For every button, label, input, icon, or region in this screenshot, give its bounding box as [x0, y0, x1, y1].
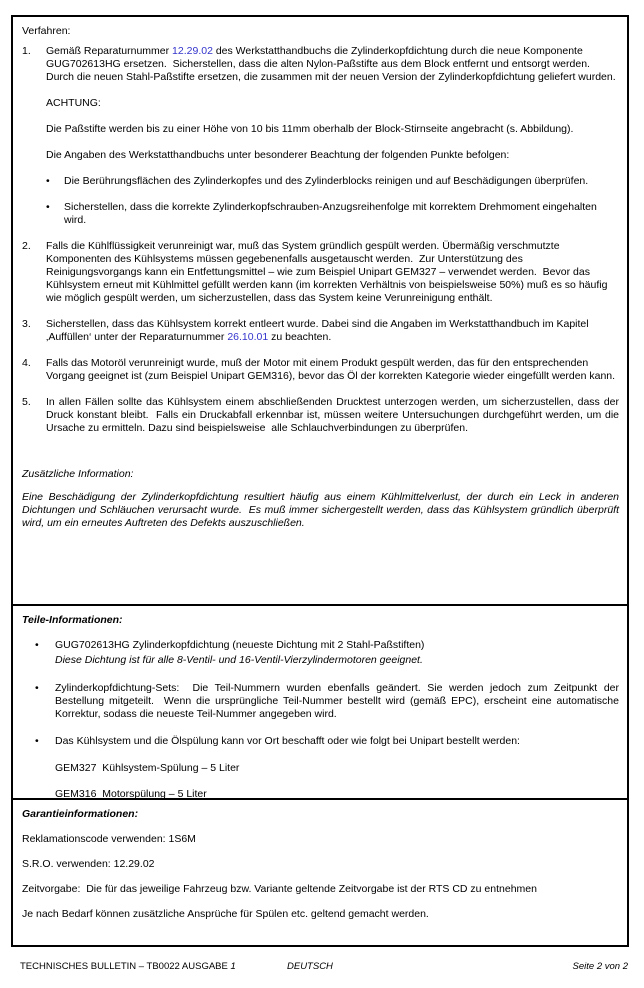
step-3-text-pre: Sicherstellen, dass das Kühlsystem korrekt entleert wurde. Dabei sind die Angaben im Werkstatthandbuch im Kapitel ‚Auffüllen‘ unter der Reparaturnummer — [46, 318, 592, 343]
step-1-text-post: des Werkstatthandbuchs die Zylinderkopfdichtung durch die neue Komponente GUG702613HG ersetzen. Sicherstellen, dass die alten Nylon-Paßstifte aus dem Block entfernt und entsorgt werden. Durch die neuen Stahl-Paßstifte ersetzen, die zusammen mit der neuen Version der Zylinderkopfdichtung geliefert wurden. — [46, 45, 616, 83]
manual-follow-text: Die Angaben des Werkstatthandbuchs unter besonderer Beachtung der folgenden Punkte befolgen: — [46, 149, 510, 161]
warranty-time-allowance: Zeitvorgabe: Die für das jeweilige Fahrzeug bzw. Variante geltende Zeitvorgabe ist der RTS CD zu entnehmen — [22, 883, 537, 895]
footer-bulletin-label: TECHNISCHES BULLETIN – TB0022 AUSGABE — [20, 961, 231, 972]
caution-text: Die Paßstifte werden bis zu einer Höhe von 10 bis 11mm oberhalb der Block-Stirnseite angebracht (s. Abbildung). — [46, 123, 574, 135]
step-1-bullet-2 — [46, 201, 619, 227]
step-4-paragraph: Falls das Motoröl verunreinigt wurde, muß der Motor mit einem Produkt gespült werden, das für den entsprechenden Vorgang geeignet ist (zum Beispiel Unipart GEM316), bevor das Öl der korrekten Kategorie wieder eingefüllt werden kann. — [46, 357, 616, 382]
procedure-step-3 — [22, 318, 619, 357]
parts-bullet-2-text: Zylinderkopfdichtung-Sets: Die Teil-Nummern wurden ebenfalls geändert. Sie werden jedoch zum Zeitpunkt der Bestellung mitgeteilt. Wenn die ursprüngliche Teil-Nummer bestellt wird (gemäß EPC), erscheint eine automatische Korrektur, sodass die neueste Teil-Nummer angegeben wird. — [55, 682, 622, 720]
bullet-icon: • — [35, 735, 39, 747]
additional-info-text: Eine Beschädigung der Zylinderkopfdichtung resultiert häufig aus einem Kühlmittelverlust, der durch ein Leck in anderen Dichtungen und Schläuchen verursacht wurde. Es muß immer sichergestellt werden, dass das Kühlsystem gründlich überprüft wird, um ein erneutes Auftreten des Defekts auszuschließen. — [22, 491, 622, 529]
part-item-gem316: GEM316 Motorspülung – 5 Liter — [55, 788, 207, 800]
step-3-text-post: zu beachten. — [268, 331, 332, 343]
step-3-paragraph — [46, 318, 619, 344]
parts-bullet-3 — [35, 735, 619, 748]
bulletin-document — [11, 15, 629, 947]
parts-section — [11, 604, 629, 800]
page-footer — [0, 961, 644, 975]
footer-language: DEUTSCH — [287, 961, 333, 972]
additional-info-heading: Zusätzliche Information: — [22, 468, 134, 480]
step-1-number: 1. — [22, 45, 31, 57]
step-1-paragraph — [46, 45, 619, 84]
procedure-section — [11, 15, 629, 606]
warranty-sro: S.R.O. verwenden: 12.29.02 — [22, 858, 155, 870]
footer-page-number: Seite 2 von 2 — [572, 961, 628, 972]
bullet-icon: • — [35, 682, 39, 694]
procedure-step-4 — [22, 357, 619, 396]
procedure-heading: Verfahren: — [22, 25, 71, 37]
step-2-paragraph: Falls die Kühlflüssigkeit verunreinigt war, muß das System gründlich gespült werden. Übermäßig verschmutzte Komponenten des Kühlsystems müssen gegebenenfalls ausgetauscht werden. Zur Unterstützung des Reinigungsvorgangs kann ein Entfettungsmittel – wie zum Beispiel Unipart GEM327 – verwendet werden. Bevor das Kühlsystem erneut mit Kühlmittel gefüllt werden kann (im korrekten Verhältnis von beispielsweise 50%) muß es so häufig wie möglich gespült werden, um sicherzustellen, dass das System keine Verunreinigung enthält. — [46, 240, 611, 304]
warranty-section — [11, 798, 629, 947]
step-2-number: 2. — [22, 240, 31, 252]
step-3-number: 3. — [22, 318, 31, 330]
bullet-icon: • — [46, 201, 50, 213]
footer-issue-number: 1 — [230, 961, 236, 972]
repair-number-link-122902[interactable]: 12.29.02 — [172, 45, 213, 57]
parts-bullet-1-note: Diese Dichtung ist für alle 8-Ventil- und 16-Ventil-Vierzylindermotoren geeignet. — [55, 654, 423, 666]
part-item-gem327: GEM327 Kühlsystem-Spülung – 5 Liter — [55, 762, 240, 774]
parts-heading: Teile-Informationen: — [22, 614, 123, 626]
step-1-text-pre: Gemäß Reparaturnummer — [46, 45, 173, 57]
step-1-bullet-1-text: Die Berührungsflächen des Zylinderkopfes und des Zylinderblocks reinigen und auf Beschädigungen überprüfen. — [64, 175, 589, 187]
parts-bullet-2 — [35, 682, 622, 721]
step-4-number: 4. — [22, 357, 31, 369]
bullet-icon: • — [35, 639, 39, 651]
repair-number-link-261001[interactable]: 26.10.01 — [227, 331, 269, 343]
step-5-number: 5. — [22, 396, 31, 408]
step-5-paragraph: In allen Fällen sollte das Kühlsystem einem abschließenden Drucktest unterzogen werden, um sicherzustellen, dass der Druck konstant bleibt. Falls ein Druckabfall erkennbar ist, müssen weitere Untersuchungen durchgeführt werden, um die Ursache zu ermitteln. Dazu sind beispielsweise alle Schlauchverbindungen zu überprüfen. — [46, 396, 622, 434]
caution-label: ACHTUNG: — [46, 97, 101, 109]
warranty-extra-claims: Je nach Bedarf können zusätzliche Ansprüche für Spülen etc. geltend gemacht werden. — [22, 908, 429, 920]
warranty-heading: Garantieinformationen: — [22, 808, 139, 820]
footer-bulletin-id — [20, 961, 236, 973]
warranty-claim-code: Reklamationscode verwenden: 1S6M — [22, 833, 196, 845]
bullet-icon: • — [46, 175, 50, 187]
procedure-step-2 — [22, 240, 619, 318]
parts-bullet-1 — [35, 639, 619, 652]
step-1-bullet-2-text: Sicherstellen, dass die korrekte Zylinderkopfschrauben-Anzugsreihenfolge mit korrektem Drehmoment eingehalten wird. — [64, 201, 600, 226]
procedure-step-5 — [22, 396, 622, 448]
procedure-step-1 — [22, 45, 619, 240]
parts-bullet-3-text: Das Kühlsystem und die Ölspülung kann vor Ort beschafft oder wie folgt bei Unipart bestellt werden: — [55, 735, 520, 747]
step-1-bullet-1 — [46, 175, 619, 188]
parts-bullet-1-text: GUG702613HG Zylinderkopfdichtung (neueste Dichtung mit 2 Stahl-Paßstiften) — [55, 639, 425, 651]
